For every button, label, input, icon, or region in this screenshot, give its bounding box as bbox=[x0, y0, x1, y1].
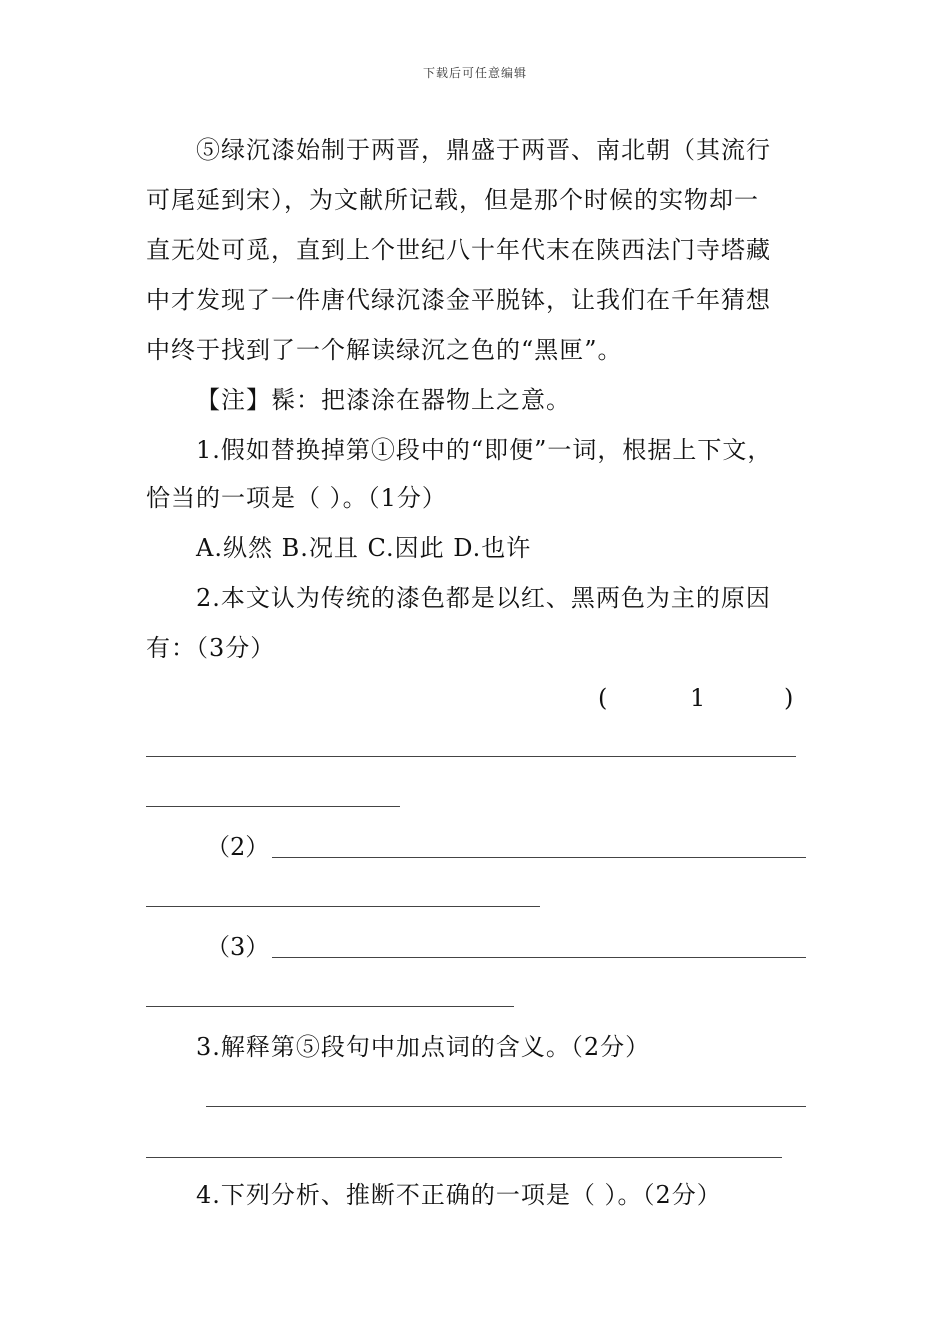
question-2-line-1: 2.本文认为传统的漆色都是以红、黑两色为主的原因 bbox=[196, 584, 771, 612]
note-text: 【注】髹：把漆涂在器物上之意。 bbox=[196, 386, 571, 414]
answer-label-2: （2） bbox=[206, 833, 270, 861]
answer-label-1-open: ( bbox=[598, 684, 608, 712]
question-2-line-2: 有：（3分） bbox=[146, 634, 276, 662]
question-1-line-1: 1.假如替换掉第①段中的“即便”一词，根据上下文， bbox=[196, 436, 773, 464]
answer-line-2a[interactable] bbox=[272, 857, 806, 858]
answer-line-1b[interactable] bbox=[146, 806, 400, 807]
answer-line-3a[interactable] bbox=[272, 957, 806, 958]
answer-line-q3b[interactable] bbox=[146, 1157, 782, 1158]
paragraph-line-5: 中终于找到了一个解读绿沉之色的“黑匣”。 bbox=[146, 336, 623, 364]
question-1-options: A.纵然 B.况且 C.因此 D.也许 bbox=[196, 534, 532, 562]
paragraph-line-2: 可尾延到宋），为文献所记载，但是那个时候的实物却一 bbox=[146, 186, 759, 214]
question-4-text: 4.下列分析、推断不正确的一项是（ ）。（2分） bbox=[196, 1181, 722, 1209]
answer-line-2b[interactable] bbox=[146, 906, 540, 907]
paragraph-line-1: ⑤绿沉漆始制于两晋，鼎盛于两晋、南北朝（其流行 bbox=[196, 136, 771, 164]
paragraph-line-4: 中才发现了一件唐代绿沉漆金平脱钵，让我们在千年猜想 bbox=[146, 286, 771, 314]
answer-label-1-number: 1 bbox=[690, 684, 706, 712]
paragraph-line-3: 直无处可觅，直到上个世纪八十年代末在陕西法门寺塔藏 bbox=[146, 236, 771, 264]
page-header: 下载后可任意编辑 bbox=[422, 66, 527, 80]
answer-label-3: （3） bbox=[206, 933, 270, 961]
question-1-line-2: 恰当的一项是（ ）。（1分） bbox=[146, 484, 447, 512]
answer-line-3b[interactable] bbox=[146, 1006, 514, 1007]
question-3-text: 3.解释第⑤段句中加点词的含义。（2分） bbox=[196, 1033, 651, 1061]
answer-line-1a[interactable] bbox=[146, 756, 796, 757]
answer-line-q3a[interactable] bbox=[206, 1106, 806, 1107]
answer-label-1-close: ) bbox=[784, 684, 794, 712]
